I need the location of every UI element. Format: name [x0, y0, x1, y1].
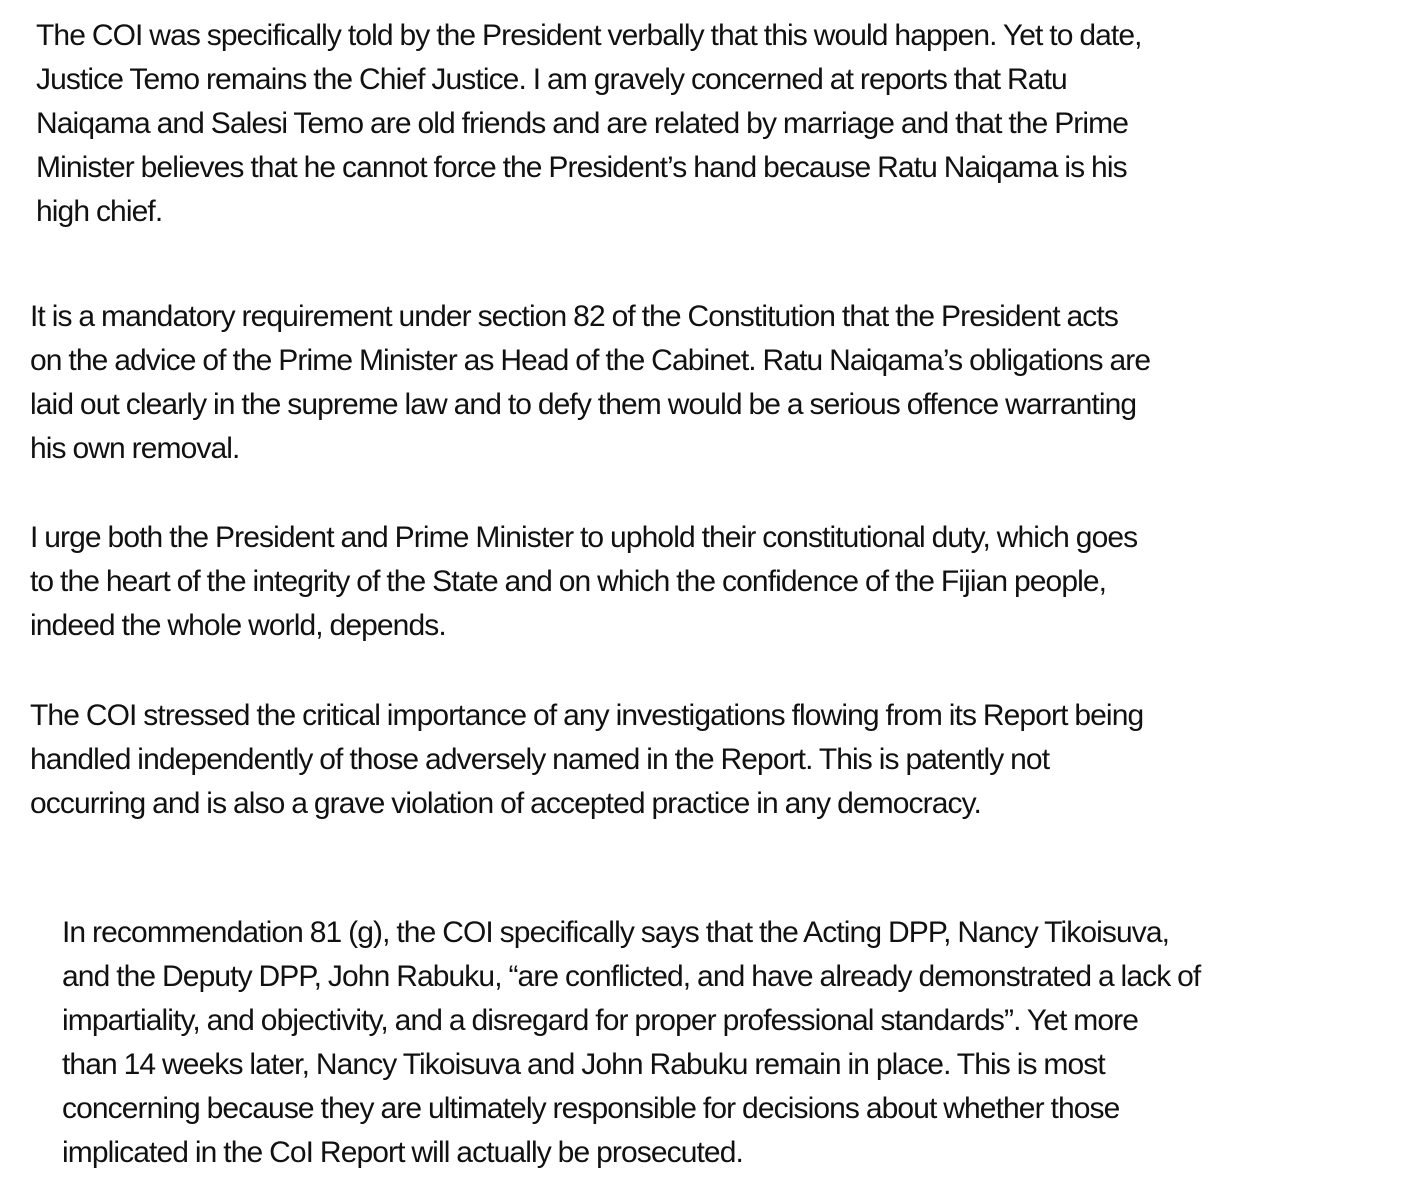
paragraph-coi-told	[36, 14, 1142, 234]
text-line: I urge both the President and Prime Minister to uphold their constitutional duty, which goes	[30, 521, 1138, 554]
text-line: implicated in the CoI Report will actually be prosecuted.	[62, 1136, 743, 1169]
text-line: It is a mandatory requirement under section 82 of the Constitution that the President acts	[30, 300, 1118, 333]
text-line: Naiqama and Salesi Temo are old friends and are related by marriage and that the Prime	[36, 107, 1129, 140]
text-line: In recommendation 81 (g), the COI specifically says that the Acting DPP, Nancy Tikoisuva,	[62, 916, 1170, 949]
text-line: handled independently of those adversely named in the Report. This is patently not	[30, 743, 1050, 776]
text-line: Justice Temo remains the Chief Justice. I am gravely concerned at reports that Ratu	[36, 63, 1067, 96]
text-line: indeed the whole world, depends.	[30, 609, 446, 642]
paragraph-urge-duty	[30, 516, 1137, 648]
text-line: occurring and is also a grave violation of accepted practice in any democracy.	[30, 787, 981, 820]
text-line: impartiality, and objectivity, and a disregard for proper professional standards”. Yet more	[62, 1004, 1138, 1037]
text-line: laid out clearly in the supreme law and to defy them would be a serious offence warranting	[30, 388, 1137, 421]
text-line: his own removal.	[30, 432, 240, 465]
text-line: to the heart of the integrity of the State and on which the confidence of the Fijian people,	[30, 565, 1107, 598]
text-line: The COI was specifically told by the President verbally that this would happen. Yet to date,	[36, 19, 1142, 52]
text-line: on the advice of the Prime Minister as Head of the Cabinet. Ratu Naiqama’s obligations are	[30, 344, 1151, 377]
paragraph-recommendation-81g	[62, 911, 1200, 1175]
text-line: high chief.	[36, 195, 163, 228]
paragraph-mandatory-requirement	[30, 295, 1150, 471]
text-line: concerning because they are ultimately responsible for decisions about whether those	[62, 1092, 1120, 1125]
text-line: and the Deputy DPP, John Rabuku, “are conflicted, and have already demonstrated a lack of	[62, 960, 1201, 993]
paragraph-coi-stressed	[30, 694, 1143, 826]
text-line: than 14 weeks later, Nancy Tikoisuva and John Rabuku remain in place. This is most	[62, 1048, 1105, 1081]
text-line: The COI stressed the critical importance of any investigations flowing from its Report being	[30, 699, 1144, 732]
text-line: Minister believes that he cannot force the President’s hand because Ratu Naiqama is his	[36, 151, 1127, 184]
